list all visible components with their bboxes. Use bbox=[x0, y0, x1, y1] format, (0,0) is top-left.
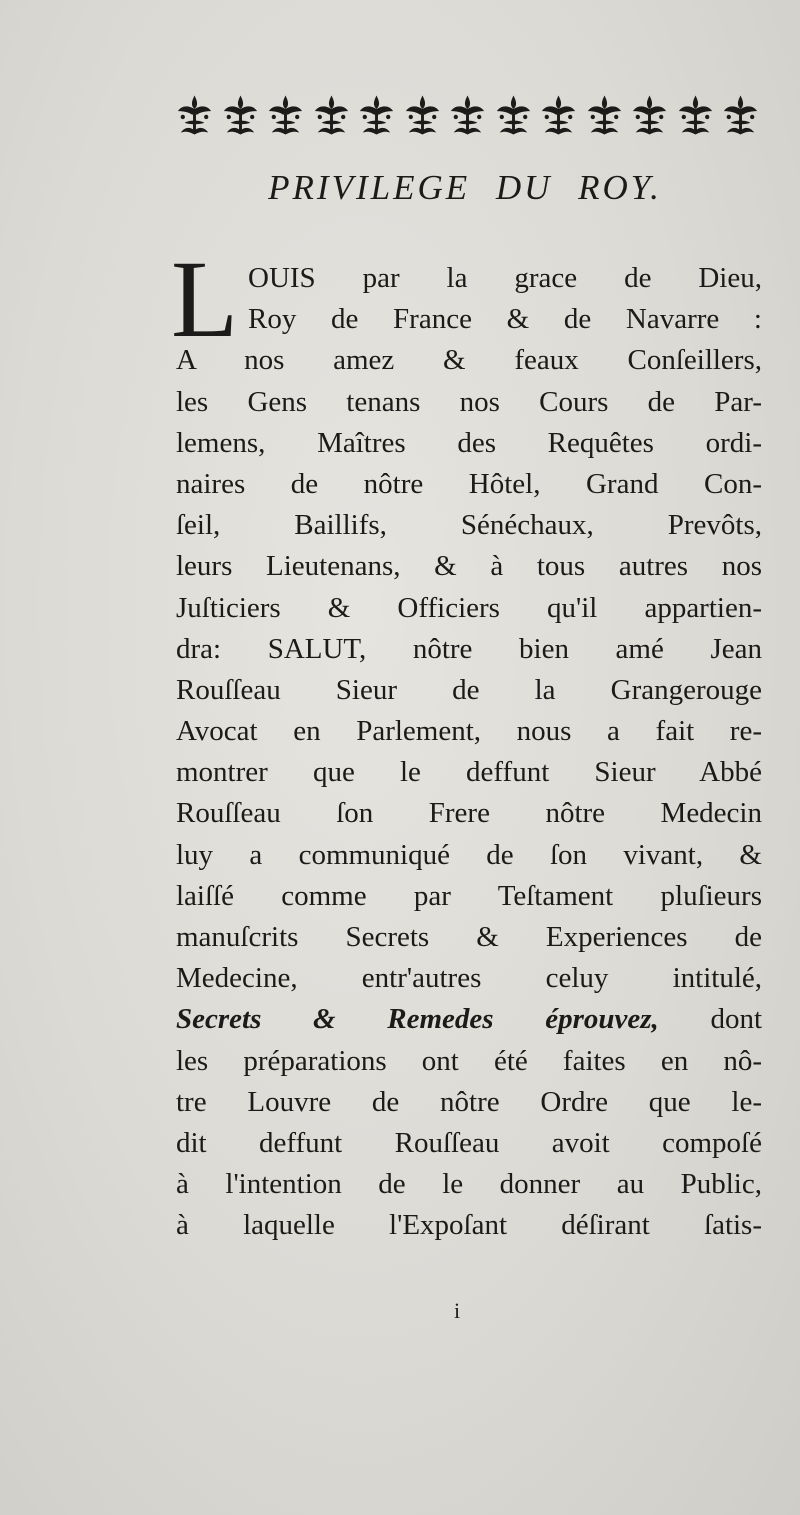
text-line: Medecine, entr'autres celuy intitulé, bbox=[176, 962, 762, 995]
text-line: à l'intention de le donner au Public, bbox=[176, 1168, 762, 1201]
fleuron-icon bbox=[494, 93, 533, 137]
text-line: Juſticiers & Officiers qu'il appartien- bbox=[176, 591, 762, 624]
fleuron-icon bbox=[403, 93, 442, 137]
text-line: dit deffunt Rouſſeau avoit compoſé bbox=[176, 1126, 762, 1159]
fleuron-icon bbox=[539, 93, 578, 137]
text-line: A nos amez & feaux Conſeillers, bbox=[176, 344, 762, 377]
fleuron-icon bbox=[721, 93, 760, 137]
text-line: Rouſſeau ſon Frere nôtre Medecin bbox=[176, 797, 762, 830]
text-line: OUIS par la grace de Dieu, bbox=[248, 262, 762, 294]
fleuron-icon bbox=[585, 93, 624, 137]
signature-mark: i bbox=[454, 1298, 461, 1323]
text-line: les préparations ont été faites en nô- bbox=[176, 1044, 762, 1077]
fleuron-icon bbox=[221, 93, 260, 137]
text-line: laiſſé comme par Teſtament pluſieurs bbox=[176, 879, 762, 912]
text-line: montrer que le deffunt Sieur Abbé bbox=[176, 756, 762, 789]
text-line: lemens, Maîtres des Requêtes ordi- bbox=[176, 426, 762, 459]
text-line: les Gens tenans nos Cours de Par- bbox=[176, 385, 762, 418]
drop-cap: L bbox=[171, 244, 239, 344]
text-line bbox=[176, 999, 762, 1040]
text-line: ſeil, Baillifs, Sénéchaux, Prevôts, bbox=[176, 509, 762, 542]
text-line: Rouſſeau Sieur de la Grangerouge bbox=[176, 673, 762, 706]
privilege-text bbox=[176, 258, 762, 1247]
text-fragment: dont bbox=[658, 1003, 762, 1036]
fleuron-icon bbox=[630, 93, 669, 137]
text-line: naires de nôtre Hôtel, Grand Con- bbox=[176, 467, 762, 500]
fleuron-icon bbox=[357, 93, 396, 137]
fleuron-ornament-band bbox=[175, 92, 760, 138]
text-line: Avocat en Parlement, nous a fait re- bbox=[176, 715, 762, 748]
fleuron-icon bbox=[266, 93, 305, 137]
text-line: tre Louvre de nôtre Ordre que le- bbox=[176, 1085, 762, 1118]
fleuron-icon bbox=[448, 93, 487, 137]
text-line: dra: SALUT, nôtre bien amé Jean bbox=[176, 632, 762, 665]
fleuron-icon bbox=[175, 93, 214, 137]
text-line: manuſcrits Secrets & Experiences de bbox=[176, 921, 762, 953]
text-line: luy a communiqué de ſon vivant, & bbox=[176, 838, 762, 871]
text-line: à laquelle l'Expoſant déſirant ſatis- bbox=[176, 1209, 762, 1242]
fleuron-icon bbox=[676, 93, 715, 137]
italic-title: Secrets & Remedes éprouvez, bbox=[176, 1003, 659, 1036]
text-line: Roy de France & de Navarre : bbox=[248, 303, 762, 336]
page-title: PRIVILEGE DU ROY. bbox=[268, 168, 662, 207]
text-line: leurs Lieutenans, & à tous autres nos bbox=[176, 550, 762, 583]
fleuron-icon bbox=[312, 93, 351, 137]
